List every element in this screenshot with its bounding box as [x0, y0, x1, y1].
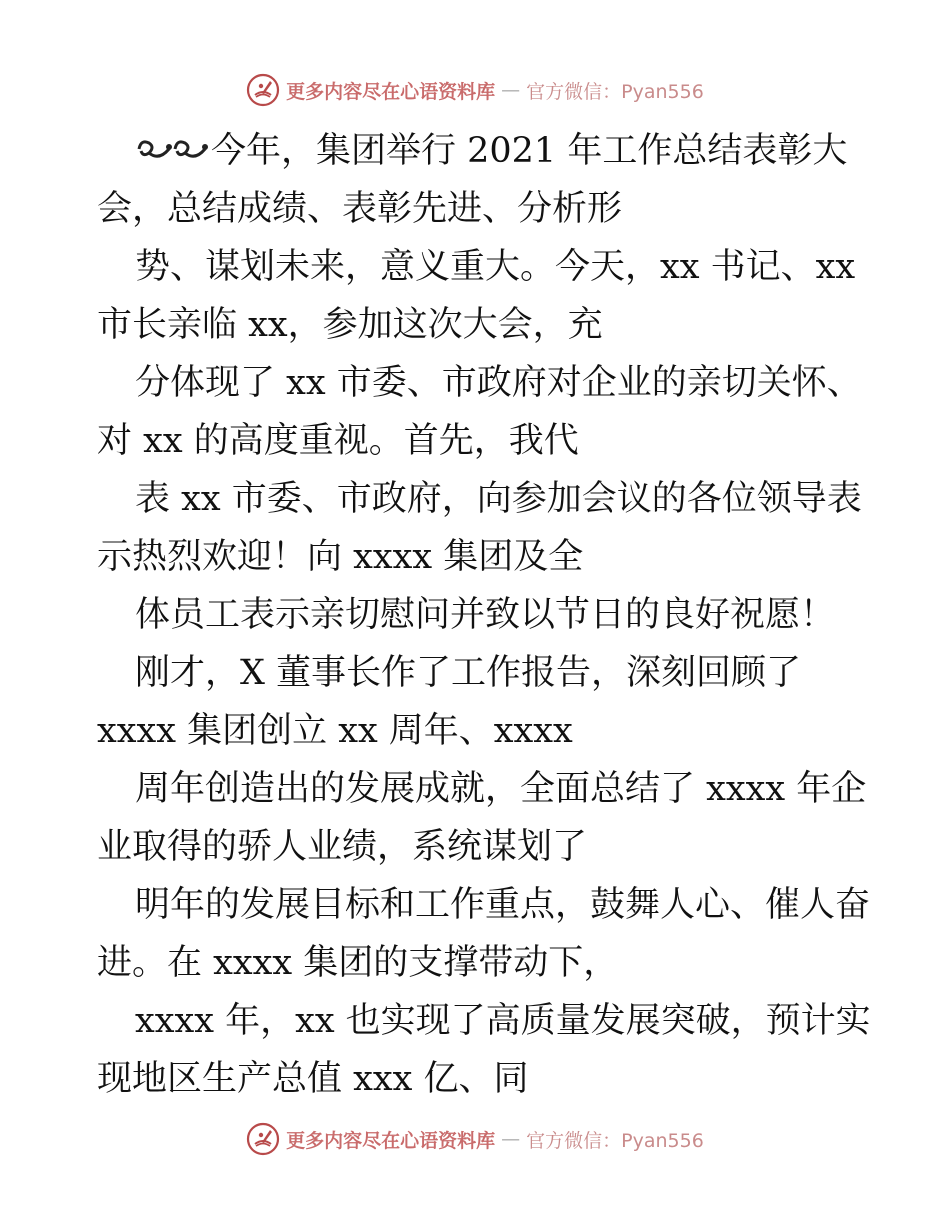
- text-line-16: xxxx 年，xx 也实现了高质量发展突破，预计实: [135, 1001, 871, 1041]
- document-body: [97, 122, 871, 1108]
- text-line-5: 分体现了 xx 市委、市政府对企业的亲切关怀、: [135, 363, 862, 403]
- book-quill-logo-icon: [246, 1122, 280, 1156]
- text-line-15: 进。在 xxxx 集团的支撑带动下，: [97, 943, 619, 983]
- footer-separator: —: [501, 1128, 521, 1150]
- text-line-8: 示热烈欢迎！向 xxxx 集团及全: [97, 537, 584, 577]
- footer-promo-text: 更多内容尽在心语资料库: [286, 1129, 496, 1152]
- text-line-12: 周年创造出的发展成就，全面总结了 xxxx 年企: [135, 769, 867, 809]
- footer-wechat-text: 官方微信：Pyan556: [526, 1129, 704, 1152]
- text-line-1: [97, 122, 857, 180]
- text-line-14: 明年的发展目标和工作重点，鼓舞人心、催人奋: [135, 885, 871, 925]
- text-line-3: 势、谋划未来，意义重大。今天，xx 书记、xx: [135, 247, 856, 287]
- text-line-11: xxxx 集团创立 xx 周年、xxxx: [97, 711, 573, 751]
- header-promo-text: 更多内容尽在心语资料库: [286, 80, 496, 103]
- text-line-13: 业取得的骄人业绩，系统谋划了: [97, 827, 588, 867]
- text-line-content: 今年，集团举行 2021 年工作总结表彰大: [211, 131, 848, 171]
- text-line-9: 体员工表示亲切慰问并致以节日的良好祝愿！: [135, 595, 836, 635]
- text-line-10: 刚才，X 董事长作了工作报告，深刻回顾了: [135, 653, 802, 693]
- footer-banner: [0, 1119, 950, 1159]
- text-line-2: 会，总结成绩、表彰先进、分析形: [97, 189, 623, 229]
- text-line-7: 表 xx 市委、市政府，向参加会议的各位领导表: [135, 479, 862, 519]
- text-line-6: 对 xx 的高度重视。首先，我代: [97, 421, 579, 461]
- header-banner: [0, 70, 950, 110]
- book-quill-logo-icon: [246, 73, 280, 107]
- text-line-4: 市长亲临 xx，参加这次大会，充: [97, 305, 603, 345]
- header-wechat-text: 官方微信：Pyan556: [526, 80, 704, 103]
- decorative-swirl-icon: [135, 135, 211, 165]
- header-separator: —: [501, 79, 521, 101]
- text-line-17: 现地区生产总值 xxx 亿、同: [97, 1059, 529, 1099]
